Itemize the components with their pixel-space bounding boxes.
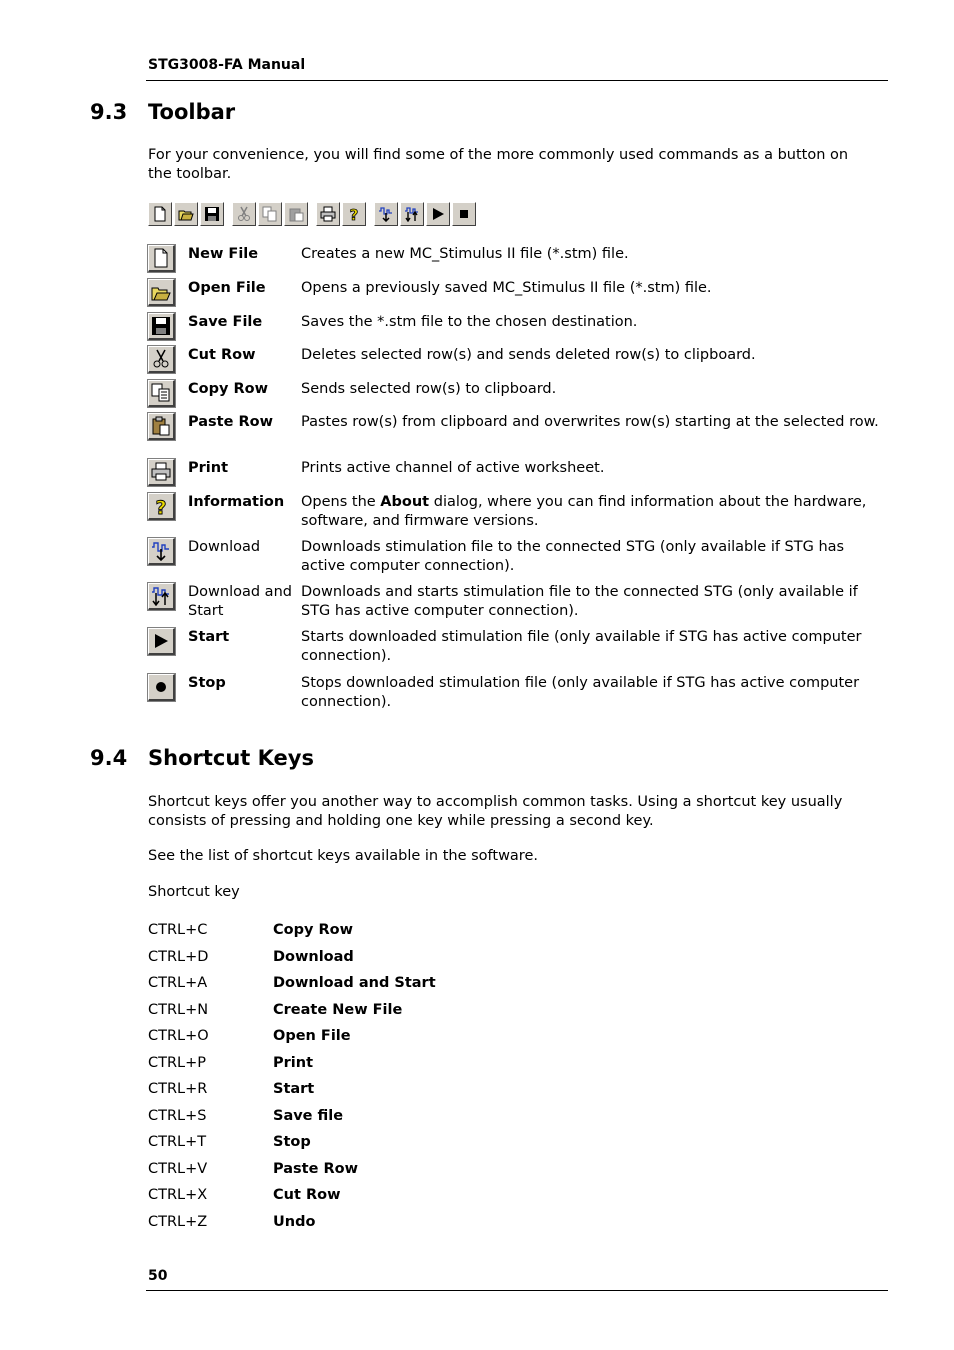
open-file-icon: [178, 206, 194, 222]
shortcut-key: CTRL+O: [148, 1028, 209, 1044]
toolbar-intro: For your convenience, you will find some of the more commonly used commands as a button on the toolbar.: [148, 147, 849, 182]
section-title: Shortcut Keys: [148, 746, 314, 770]
toolbar-cut-button[interactable]: [232, 202, 256, 226]
shortcut-key: CTRL+Z: [148, 1213, 208, 1230]
command-name: Save File: [188, 314, 263, 330]
shortcut-key: CTRL+A: [148, 975, 208, 991]
svg-text:?: ?: [155, 497, 167, 516]
section-heading-toolbar: [90, 100, 235, 124]
stop-icon: [456, 206, 472, 222]
shortcut-action: Stop: [273, 1134, 311, 1150]
command-name: Paste Row: [188, 414, 273, 430]
toolbar-start-button[interactable]: [426, 202, 450, 226]
shortcut-key: CTRL+V: [148, 1160, 208, 1177]
download-start-icon: [148, 583, 175, 610]
command-description: Downloads stimulation file to the connected STG (only available if STG has active computer connection).: [301, 539, 845, 574]
toolbar-paste-button[interactable]: [284, 202, 308, 226]
start-icon: [148, 628, 175, 655]
toolbar-new-file-button[interactable]: [148, 202, 172, 226]
command-description: Sends selected row(s) to clipboard.: [301, 381, 557, 397]
shortcut-key: CTRL+C: [148, 922, 208, 938]
toolbar-print-button[interactable]: [316, 202, 340, 226]
command-description: Saves the *.stm file to the chosen destination.: [301, 314, 638, 330]
download-start-icon: [404, 206, 420, 222]
print-icon: [148, 459, 175, 486]
description-bold-text: About: [380, 494, 430, 510]
command-description: Creates a new MC_Stimulus II file (*.stm) file.: [301, 246, 629, 262]
shortcut-key: CTRL+X: [148, 1187, 208, 1203]
command-name: Download and Start: [188, 584, 292, 619]
save-file-icon: [204, 206, 220, 222]
shortcut-key: CTRL+T: [148, 1134, 207, 1150]
shortcut-key: CTRL+P: [148, 1054, 207, 1071]
shortcut-action: Create New File: [273, 1001, 403, 1018]
command-description: Starts downloaded stimulation file (only available if STG has active computer connection).: [301, 629, 862, 664]
cut-icon: [148, 346, 175, 373]
page-number: 50: [148, 1268, 168, 1284]
shortcut-key: CTRL+N: [148, 1001, 209, 1018]
shortcut-key: CTRL+D: [148, 948, 209, 965]
save-file-icon: [148, 313, 175, 340]
shortcut-key: CTRL+S: [148, 1107, 207, 1124]
toolbar-stop-button[interactable]: [452, 202, 476, 226]
shortcut-action: Copy Row: [273, 922, 354, 938]
footer-rule: [146, 1290, 888, 1291]
information-icon: [148, 493, 175, 520]
shortcut-action: Undo: [273, 1213, 316, 1230]
command-name: Stop: [188, 675, 226, 691]
header-rule: [146, 80, 888, 81]
shortcut-action: Download: [273, 948, 354, 965]
start-icon: [430, 206, 446, 222]
toolbar-copy-button[interactable]: [258, 202, 282, 226]
shortcut-action: Start: [273, 1081, 315, 1097]
page-header: STG3008-FA Manual: [148, 57, 306, 73]
new-file-icon: [148, 245, 175, 272]
stop-icon: [148, 674, 175, 701]
command-description: Prints active channel of active worksheet.: [301, 460, 605, 476]
section-title: Toolbar: [148, 100, 236, 124]
command-name: Information: [188, 494, 285, 510]
new-file-icon: [152, 206, 168, 222]
shortcut-action: Cut Row: [273, 1187, 341, 1203]
command-description: Deletes selected row(s) and sends deleted row(s) to clipboard.: [301, 347, 756, 363]
shortcuts-intro: Shortcut keys offer you another way to accomplish common tasks. Using a shortcut key usually consists of pressing and holding one key while pressing a second key.: [148, 794, 843, 829]
shortcuts-see-list: See the list of shortcut keys available in the software.: [148, 848, 538, 864]
command-description: Downloads and starts stimulation file to the connected STG (only available if STG has active computer connection).: [301, 584, 858, 619]
description-text: dialog, where you can find information about the hardware, software, and firmware versions.: [301, 494, 867, 529]
command-name: Open File: [188, 280, 266, 296]
paste-icon: [148, 413, 175, 440]
command-description: Opens a previously saved MC_Stimulus II file (*.stm) file.: [301, 280, 712, 296]
paste-icon: [288, 206, 304, 222]
shortcut-action: Paste Row: [273, 1160, 358, 1177]
section-heading-shortcuts: [90, 746, 314, 770]
toolbar-download-start-button[interactable]: [400, 202, 424, 226]
command-name: Download: [188, 539, 261, 555]
download-icon: [378, 206, 394, 222]
command-name: Start: [188, 629, 230, 645]
shortcut-action: Download and Start: [273, 975, 436, 991]
command-name: Cut Row: [188, 347, 256, 363]
shortcut-action: Open File: [273, 1028, 351, 1044]
toolbar-information-button[interactable]: [342, 202, 366, 226]
toolbar-save-file-button[interactable]: [200, 202, 224, 226]
open-file-icon: [148, 279, 175, 306]
shortcut-key: CTRL+R: [148, 1081, 208, 1097]
section-number: 9.3: [90, 100, 128, 124]
toolbar-strip: [148, 200, 478, 227]
svg-text:?: ?: [349, 205, 359, 222]
section-number: 9.4: [90, 746, 128, 770]
information-icon: [346, 206, 362, 222]
command-name: Print: [188, 460, 229, 476]
toolbar-open-file-button[interactable]: [174, 202, 198, 226]
shortcuts-list-label: Shortcut key: [148, 884, 240, 900]
cut-icon: [236, 206, 252, 222]
shortcut-action: Print: [273, 1054, 314, 1071]
description-text: Opens the: [301, 494, 381, 510]
command-description: Stops downloaded stimulation file (only available if STG has active computer connection).: [301, 675, 860, 710]
print-icon: [320, 206, 336, 222]
shortcut-action: Save file: [273, 1107, 344, 1124]
download-icon: [148, 538, 175, 565]
command-name: New File: [188, 246, 259, 262]
toolbar-download-button[interactable]: [374, 202, 398, 226]
copy-icon: [262, 206, 278, 222]
command-description: Pastes row(s) from clipboard and overwrites row(s) starting at the selected row.: [301, 414, 879, 430]
copy-icon: [148, 380, 175, 407]
command-description: [301, 493, 881, 531]
command-name: Copy Row: [188, 381, 269, 397]
